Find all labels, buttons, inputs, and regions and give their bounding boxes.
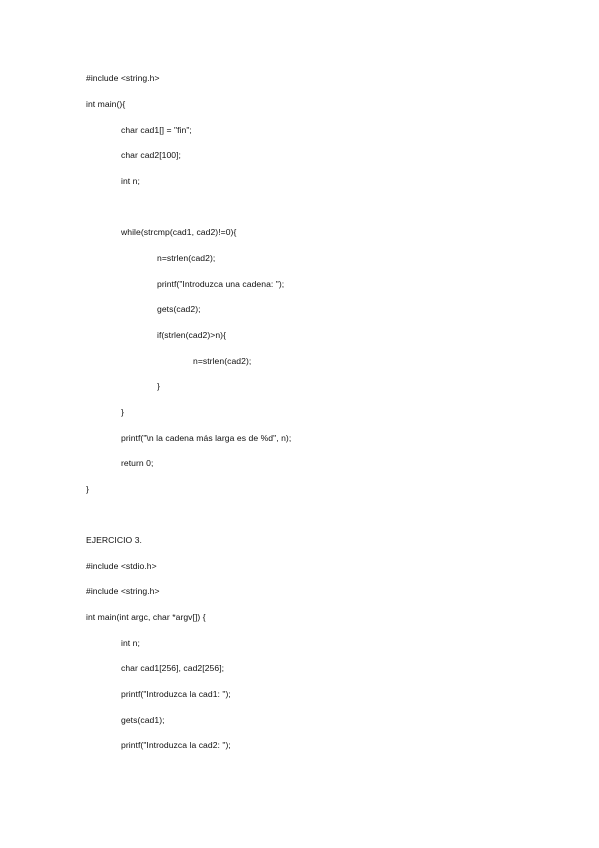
code-line-if: if(strlen(cad2)>n){: [157, 330, 227, 340]
code-line-declare-cads: char cad1[256], cad2[256];: [121, 663, 225, 673]
code-line-printf-prompt: printf("Introduzca una cadena: ");: [157, 279, 285, 289]
code-line-return: return 0;: [121, 458, 154, 468]
code-line-while: while(strcmp(cad1, cad2)!=0){: [121, 227, 237, 237]
section-heading-ejercicio-3: EJERCICIO 3.: [86, 535, 142, 545]
code-line-declare-n-2: int n;: [121, 638, 140, 648]
code-line-main-signature: int main(){: [86, 99, 126, 109]
code-line-main-signature-2: int main(int argc, char *argv[]) {: [86, 612, 206, 622]
code-line-include-stdio: #include <stdio.h>: [86, 561, 157, 571]
code-line-assign-n: n=strlen(cad2);: [157, 253, 216, 263]
code-line-close-if: }: [157, 381, 160, 391]
code-line-printf-cad1: printf("Introduzca la cad1: ");: [121, 689, 231, 699]
code-line-include-string: #include <string.h>: [86, 73, 160, 83]
code-line-gets-cad1: gets(cad1);: [121, 715, 165, 725]
code-line-declare-cad2: char cad2[100];: [121, 150, 181, 160]
code-line-assign-n-inner: n=strlen(cad2);: [193, 356, 252, 366]
code-line-printf-result: printf("\n la cadena más larga es de %d", n);: [121, 433, 292, 443]
code-line-declare-n: int n;: [121, 176, 140, 186]
code-line-include-string-2: #include <string.h>: [86, 586, 160, 596]
code-line-close-main: }: [86, 484, 89, 494]
code-line-gets-cad2: gets(cad2);: [157, 304, 201, 314]
code-line-close-while: }: [121, 407, 124, 417]
code-line-declare-cad1: char cad1[] = "fin";: [121, 125, 192, 135]
code-line-printf-cad2: printf("Introduzca la cad2: ");: [121, 740, 231, 750]
